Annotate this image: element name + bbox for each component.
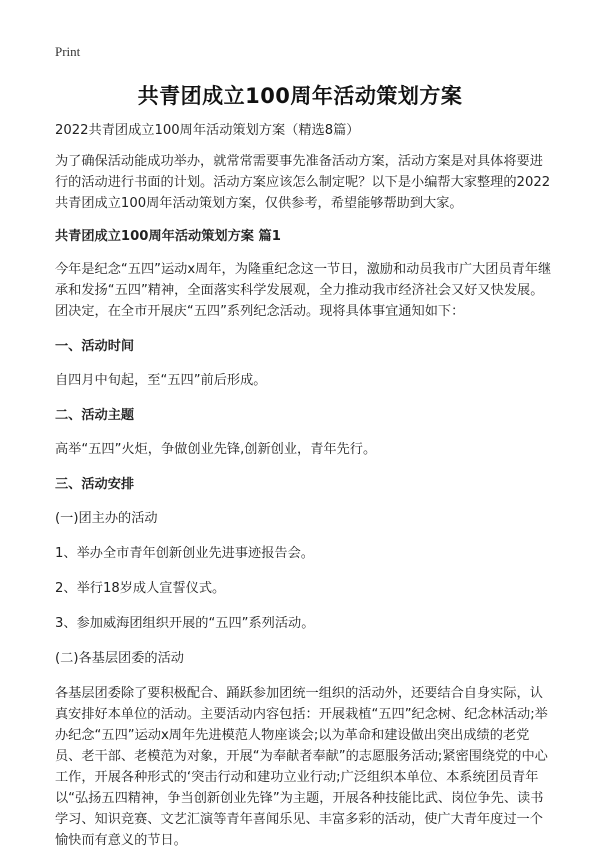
- sub-heading-2: (二)各基层团委的活动: [55, 651, 184, 666]
- list-item: 3、参加威海团组织开展的“五四”系列活动。: [55, 616, 315, 631]
- list-item: 1、举办全市青年创新创业先进事迹报告会。: [55, 546, 314, 561]
- final-paragraph: 各基层团委除了要积极配合、踊跃参加团统一组织的活动外，还要结合自身实际，认真安排好本单位的活动。主要活动内容包括：开展栽植“五四”纪念树、纪念林活动;举办纪念“五四”运动x周年先进模范人物座谈会;以为革命和建设做出突出成绩的老党员、老干部、老模范为对象，开展“为奉献者奉献”的志愿服务活动;紧密围绕党的中心工作，开展各种形式的‘突击行动和建功立业行动;广泛组织本单位、本系统团员青年以“弘扬五四精神，争当创新创业先锋”为主题，开展各种技能比武、岗位争先、读书学习、知识竞赛、文艺汇演等青年喜闻乐见、丰富多彩的活动，使广大青年度过一个愉快而有意义的节日。: [55, 686, 548, 848]
- activity-theme-text: 高举“五四”火炬，争做创业先锋,创新创业，青年先行。: [55, 442, 377, 457]
- subtitle: 2022共青团成立100周年活动策划方案（精选8篇）: [55, 123, 360, 138]
- activity-time-text: 自四月中旬起，至“五四”前后形成。: [55, 373, 267, 388]
- list-item: 2、举行18岁成人宣誓仪式。: [55, 581, 226, 596]
- print-link[interactable]: Print: [55, 44, 81, 59]
- section-title: 共青团成立100周年活动策划方案 篇1: [55, 229, 281, 244]
- intro-paragraph: 为了确保活动能成功举办，就常常需要事先准备活动方案，活动方案是对具体将要进行的活动进行书面的计划。活动方案应该怎么制定呢？以下是小编帮大家整理的2022共青团成立100周年活动策划方案，仅供参考，希望能够帮助到大家。: [55, 154, 551, 211]
- heading-activity-arrangement: 三、活动安排: [55, 477, 135, 492]
- page-title: 共青团成立100周年活动策划方案: [137, 84, 463, 108]
- heading-activity-time: 一、活动时间: [55, 339, 135, 354]
- sub-heading-1: (一)团主办的活动: [55, 511, 158, 526]
- heading-activity-theme: 二、活动主题: [55, 408, 135, 423]
- section-paragraph: 今年是纪念“五四”运动x周年，为隆重纪念这一节日，激励和动员我市广大团员青年继承和发扬“五四”精神，全面落实科学发展观，全力推动我市经济社会又好又快发展。团决定，在全市开展庆“五四”系列纪念活动。现将具体事宜通知如下：: [55, 262, 552, 319]
- document-body: [55, 120, 552, 865]
